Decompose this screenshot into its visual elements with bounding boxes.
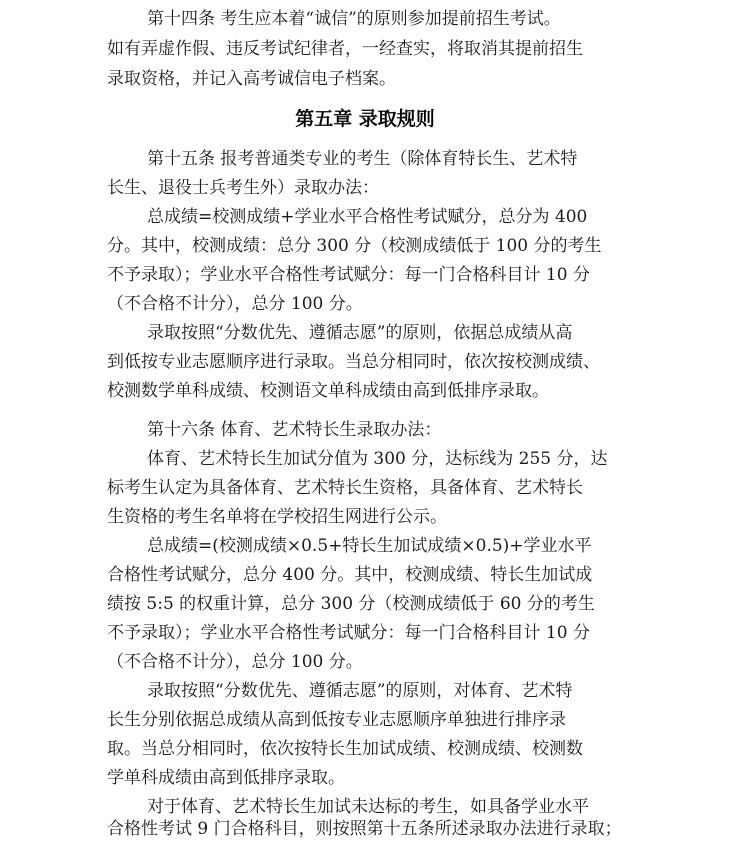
art15-line-3: 总成绩=校测成绩+学业水平合格性考试赋分，总分为 400 [147,207,588,227]
art15-line-5: 不予录取）；学业水平合格性考试赋分：每一门合格科目计 10 分 [107,265,590,285]
art14-line-2: 如有弄虚作假、违反考试纪律者，一经查实，将取消其提前招生 [107,39,583,59]
art16-line-7: 绩按 5:5 的权重计算，总分 300 分（校测成绩低于 60 分的考生 [107,594,595,614]
chapter-title: 第五章 录取规则 [295,108,435,130]
art16-line-5: 总成绩=(校测成绩×0.5+特长生加试成绩×0.5)+学业水平 [147,536,592,556]
art14-line-1: 第十四条 考生应本着“诚信”的原则参加提前招生考试。 [147,9,561,29]
art16-line-8: 不予录取）；学业水平合格性考试赋分：每一门合格科目计 10 分 [107,623,590,643]
art16-line-9: （不合格不计分），总分 100 分。 [107,652,363,672]
art15-line-2: 长生、退役士兵考生外）录取办法： [107,178,379,198]
art16-line-14: 对于体育、艺术特长生加试未达标的考生，如具备学业水平 [147,797,589,817]
art16-line-4: 生资格的考生名单将在学校招生网进行公示。 [107,507,447,527]
art16-line-11: 长生分别依据总成绩从高到低按专业志愿顺序单独进行排序录 [107,710,566,730]
art16-line-1: 第十六条 体育、艺术特长生录取办法： [147,420,442,440]
art16-line-10: 录取按照“分数优先、遵循志愿”的原则，对体育、艺术特 [147,681,573,701]
art16-line-15: 合格性考试 9 门合格科目，则按照第十五条所述录取办法进行录取； [107,819,622,839]
art15-line-4: 分。其中，校测成绩：总分 300 分（校测成绩低于 100 分的考生 [107,236,602,256]
art16-line-6: 合格性考试赋分，总分 400 分。其中，校测成绩、特长生加试成 [107,565,593,585]
art15-line-6: （不合格不计分），总分 100 分。 [107,294,363,314]
art16-line-12: 取。当总分相同时，依次按特长生加试成绩、校测成绩、校测数 [107,739,583,759]
art16-line-3: 标考生认定为具备体育、艺术特长生资格，具备体育、艺术特长 [107,478,583,498]
art16-line-2: 体育、艺术特长生加试分值为 300 分，达标线为 255 分，达 [147,449,608,469]
art15-line-7: 录取按照“分数优先、遵循志愿”的原则，依据总成绩从高 [147,323,573,343]
art16-line-13: 学单科成绩由高到低排序录取。 [107,768,345,788]
art15-line-9: 校测数学单科成绩、校测语文单科成绩由高到低排序录取。 [107,381,549,401]
art14-line-3: 录取资格，并记入高考诚信电子档案。 [107,69,396,89]
art15-line-1: 第十五条 报考普通类专业的考生（除体育特长生、艺术特 [147,149,578,169]
art15-line-8: 到低按专业志愿顺序进行录取。当总分相同时，依次按校测成绩、 [107,352,600,372]
